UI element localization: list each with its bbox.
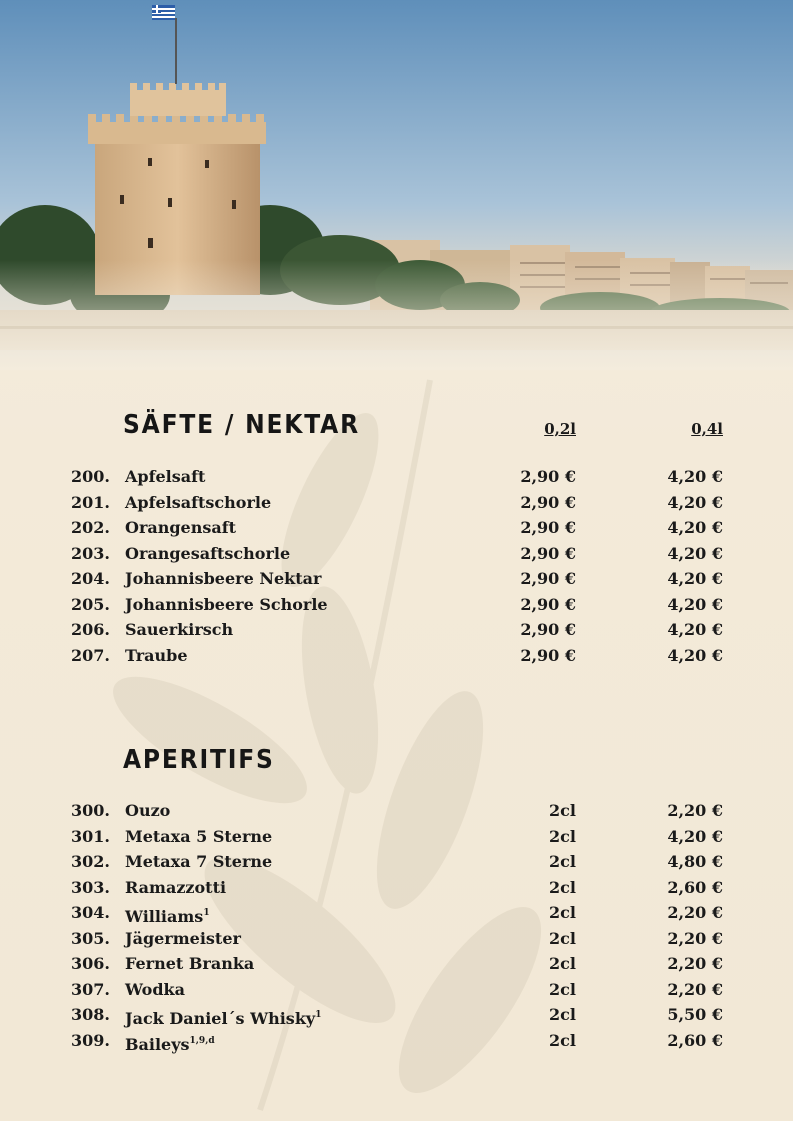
- item-price-small: 2cl: [549, 801, 576, 820]
- menu-item-row: [0, 800, 793, 822]
- item-price-small: 2cl: [549, 928, 576, 948]
- item-price-large: 2,60 €: [667, 1030, 723, 1050]
- item-name: Traube: [125, 645, 188, 665]
- menu-item-row: [0, 928, 793, 950]
- item-name: Baileys$^{1,9,d}$: [125, 1034, 215, 1054]
- section-title-saefte: SÄFTE / NEKTAR: [123, 410, 360, 440]
- item-price-large: 2,20 €: [667, 903, 723, 922]
- item-price-small: 2,90 €: [520, 594, 576, 614]
- item-price-large: 2,20 €: [667, 979, 723, 999]
- allergen-footnote: 1,9,d: [189, 1035, 215, 1046]
- menu-item-row: [0, 594, 793, 616]
- item-number: 306.: [71, 954, 110, 973]
- item-price-small: 2cl: [549, 877, 576, 897]
- allergen-footnote: 1: [203, 908, 210, 918]
- allergen-footnote: 1: [315, 1010, 322, 1020]
- menu-item-row: [0, 568, 793, 590]
- item-price-large: 4,20 €: [667, 492, 723, 512]
- item-price-large: 2,20 €: [667, 928, 723, 948]
- item-name: Fernet Branka: [125, 954, 255, 973]
- item-name: Orangensaft: [125, 518, 237, 537]
- item-number: 203.: [71, 543, 110, 563]
- column-header-0-2l: 0,2l: [544, 420, 576, 438]
- item-price-small: 2,90 €: [520, 543, 576, 563]
- menu-item-row: [0, 619, 793, 641]
- section-title-aperitifs: APERITIFS: [123, 745, 275, 775]
- menu-item-row: [0, 826, 793, 848]
- item-number: 205.: [71, 594, 110, 614]
- item-name: Wodka: [125, 979, 185, 999]
- item-name: Sauerkirsch: [125, 620, 234, 639]
- item-name: Jägermeister: [125, 928, 241, 948]
- item-price-large: 2,20 €: [667, 801, 723, 820]
- item-price-large: 4,20 €: [667, 569, 723, 588]
- item-price-large: 4,20 €: [667, 645, 723, 665]
- item-price-large: 4,20 €: [667, 543, 723, 563]
- item-price-large: 5,50 €: [667, 1005, 723, 1024]
- item-price-small: 2,90 €: [520, 492, 576, 512]
- item-price-large: 4,20 €: [667, 467, 723, 486]
- item-price-small: 2cl: [549, 826, 576, 846]
- menu-item-row: [0, 645, 793, 667]
- item-number: 304.: [71, 903, 110, 922]
- item-name: Ouzo: [125, 801, 171, 820]
- item-name: Johannisbeere Nektar: [125, 569, 322, 588]
- item-name: Metaxa 5 Sterne: [125, 826, 273, 846]
- menu-item-row: [0, 1030, 793, 1052]
- column-header-0-4l: 0,4l: [691, 420, 723, 438]
- item-number: 206.: [71, 620, 110, 639]
- menu-item-row: [0, 902, 793, 924]
- item-price-small: 2cl: [549, 979, 576, 999]
- item-price-large: 2,60 €: [667, 877, 723, 897]
- item-price-small: 2cl: [549, 954, 576, 973]
- menu-item-row: [0, 492, 793, 514]
- item-name: Jack Daniel´s Whisky$^1$: [125, 1009, 322, 1028]
- menu-item-row: [0, 953, 793, 975]
- menu-item-row: [0, 543, 793, 565]
- item-number: 201.: [71, 492, 110, 512]
- item-price-small: 2cl: [549, 1030, 576, 1050]
- item-price-large: 4,20 €: [667, 594, 723, 614]
- item-name: Apfelsaftschorle: [125, 492, 272, 512]
- menu-item-row: [0, 851, 793, 873]
- menu-item-row: [0, 979, 793, 1001]
- item-number: 305.: [71, 928, 110, 948]
- item-name: Johannisbeere Schorle: [125, 594, 328, 614]
- menu-item-row: [0, 1004, 793, 1026]
- menu-item-row: [0, 466, 793, 488]
- item-price-small: 2,90 €: [520, 518, 576, 537]
- item-price-large: 4,20 €: [667, 620, 723, 639]
- item-name: Metaxa 7 Sterne: [125, 852, 273, 871]
- item-price-small: 2cl: [549, 903, 576, 922]
- item-price-large: 4,80 €: [667, 852, 723, 871]
- item-name: Orangesaftschorle: [125, 543, 291, 563]
- item-number: 309.: [71, 1030, 110, 1050]
- item-price-small: 2,90 €: [520, 620, 576, 639]
- item-price-small: 2,90 €: [520, 467, 576, 486]
- item-number: 202.: [71, 518, 110, 537]
- item-price-large: 2,20 €: [667, 954, 723, 973]
- item-price-small: 2,90 €: [520, 569, 576, 588]
- menu-item-row: [0, 517, 793, 539]
- item-number: 207.: [71, 645, 110, 665]
- item-name: Williams$^1$: [125, 907, 210, 926]
- item-price-small: 2cl: [549, 1005, 576, 1024]
- item-name: Ramazzotti: [125, 877, 227, 897]
- item-name: Apfelsaft: [125, 467, 206, 486]
- item-number: 307.: [71, 979, 110, 999]
- item-number: 308.: [71, 1005, 110, 1024]
- item-price-small: 2,90 €: [520, 645, 576, 665]
- menu-item-row: [0, 877, 793, 899]
- item-number: 302.: [71, 852, 110, 871]
- item-number: 303.: [71, 877, 110, 897]
- item-number: 300.: [71, 801, 110, 820]
- item-price-large: 4,20 €: [667, 518, 723, 537]
- item-number: 200.: [71, 467, 110, 486]
- item-price-small: 2cl: [549, 852, 576, 871]
- item-number: 204.: [71, 569, 110, 588]
- item-number: 301.: [71, 826, 110, 846]
- item-price-large: 4,20 €: [667, 826, 723, 846]
